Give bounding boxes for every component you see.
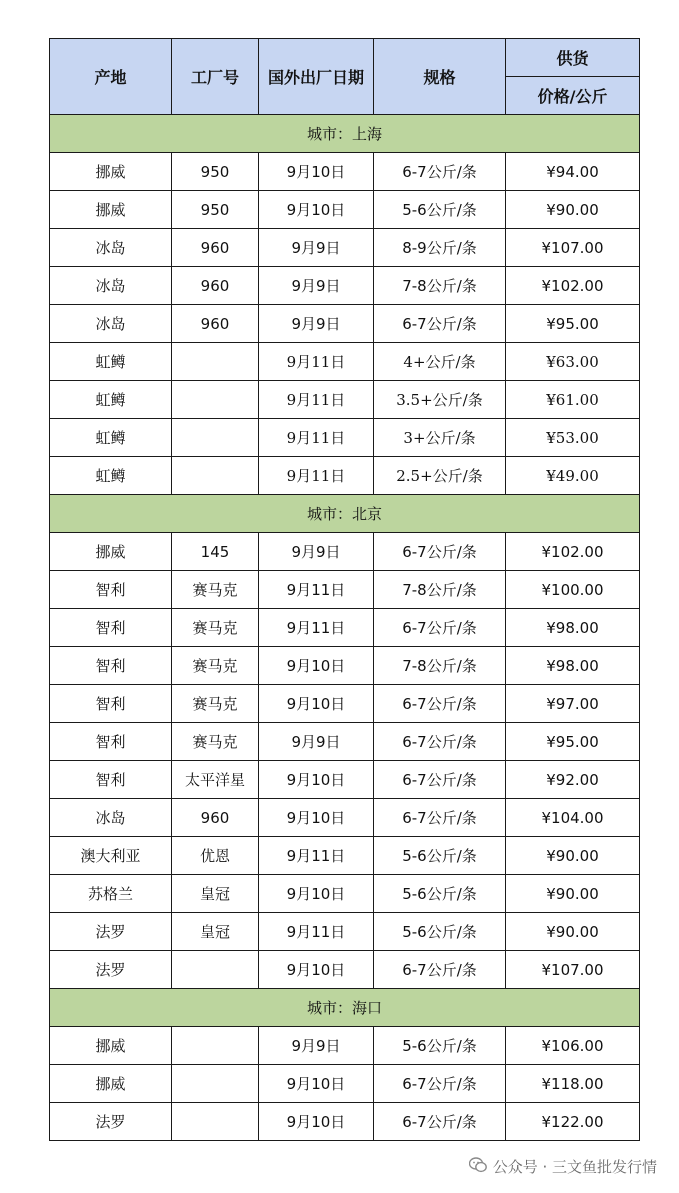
cell-date: 9月10日	[259, 951, 374, 989]
col-header-supply: 供货	[506, 39, 640, 77]
table-row	[50, 761, 640, 799]
cell-factory: 赛马克	[172, 609, 259, 647]
cell-origin: 挪威	[50, 533, 172, 571]
cell-date: 9月11日	[259, 457, 374, 495]
cell-spec: 2.5+公斤/条	[374, 457, 506, 495]
cell-origin: 智利	[50, 685, 172, 723]
section-title: 城市：上海	[50, 115, 640, 153]
cell-origin: 法罗	[50, 1103, 172, 1141]
cell-factory	[172, 419, 259, 457]
cell-spec: 6-7公斤/条	[374, 609, 506, 647]
cell-spec: 5-6公斤/条	[374, 191, 506, 229]
cell-origin: 智利	[50, 571, 172, 609]
cell-spec: 3+公斤/条	[374, 419, 506, 457]
cell-price: ¥63.00	[506, 343, 640, 381]
cell-date: 9月11日	[259, 571, 374, 609]
table-body	[50, 115, 640, 1141]
cell-factory: 太平洋星	[172, 761, 259, 799]
cell-origin: 智利	[50, 609, 172, 647]
cell-factory: 960	[172, 305, 259, 343]
cell-spec: 6-7公斤/条	[374, 799, 506, 837]
cell-factory	[172, 1065, 259, 1103]
cell-price: ¥100.00	[506, 571, 640, 609]
cell-origin: 冰岛	[50, 229, 172, 267]
watermark	[469, 1156, 657, 1177]
cell-date: 9月9日	[259, 723, 374, 761]
cell-price: ¥90.00	[506, 191, 640, 229]
col-header-factory: 工厂号	[172, 39, 259, 115]
cell-spec: 7-8公斤/条	[374, 647, 506, 685]
cell-price: ¥118.00	[506, 1065, 640, 1103]
cell-factory	[172, 343, 259, 381]
cell-factory: 960	[172, 267, 259, 305]
section-row	[50, 115, 640, 153]
cell-origin: 虹鳟	[50, 381, 172, 419]
cell-price: ¥106.00	[506, 1027, 640, 1065]
cell-spec: 6-7公斤/条	[374, 761, 506, 799]
cell-price: ¥49.00	[506, 457, 640, 495]
cell-price: ¥98.00	[506, 647, 640, 685]
cell-date: 9月11日	[259, 609, 374, 647]
table-row	[50, 951, 640, 989]
cell-date: 9月10日	[259, 875, 374, 913]
cell-date: 9月11日	[259, 419, 374, 457]
table-row	[50, 609, 640, 647]
cell-origin: 澳大利亚	[50, 837, 172, 875]
cell-spec: 6-7公斤/条	[374, 951, 506, 989]
cell-date: 9月9日	[259, 229, 374, 267]
wechat-icon	[469, 1157, 487, 1177]
watermark-text: 公众号 · 三文鱼批发行情	[492, 1158, 657, 1176]
cell-origin: 冰岛	[50, 267, 172, 305]
cell-price: ¥61.00	[506, 381, 640, 419]
table-row	[50, 1065, 640, 1103]
cell-origin: 虹鳟	[50, 343, 172, 381]
cell-origin: 法罗	[50, 913, 172, 951]
cell-price: ¥95.00	[506, 305, 640, 343]
section-row	[50, 989, 640, 1027]
cell-spec: 7-8公斤/条	[374, 267, 506, 305]
cell-factory: 赛马克	[172, 647, 259, 685]
cell-origin: 虹鳟	[50, 419, 172, 457]
cell-factory	[172, 1027, 259, 1065]
cell-price: ¥97.00	[506, 685, 640, 723]
table-row	[50, 723, 640, 761]
table-row	[50, 191, 640, 229]
table-row	[50, 343, 640, 381]
cell-origin: 虹鳟	[50, 457, 172, 495]
cell-factory: 赛马克	[172, 723, 259, 761]
table-row	[50, 571, 640, 609]
cell-origin: 挪威	[50, 153, 172, 191]
cell-date: 9月9日	[259, 305, 374, 343]
section-title: 城市：海口	[50, 989, 640, 1027]
cell-price: ¥107.00	[506, 229, 640, 267]
cell-spec: 6-7公斤/条	[374, 723, 506, 761]
cell-origin: 挪威	[50, 191, 172, 229]
cell-factory	[172, 457, 259, 495]
cell-factory: 皇冠	[172, 875, 259, 913]
cell-spec: 6-7公斤/条	[374, 685, 506, 723]
cell-price: ¥90.00	[506, 837, 640, 875]
price-table	[49, 38, 640, 1141]
table-row	[50, 799, 640, 837]
cell-spec: 5-6公斤/条	[374, 875, 506, 913]
cell-price: ¥90.00	[506, 913, 640, 951]
table-row	[50, 229, 640, 267]
cell-date: 9月10日	[259, 153, 374, 191]
table-row	[50, 305, 640, 343]
cell-spec: 6-7公斤/条	[374, 305, 506, 343]
cell-date: 9月9日	[259, 533, 374, 571]
cell-date: 9月10日	[259, 191, 374, 229]
col-header-date: 国外出厂日期	[259, 39, 374, 115]
cell-origin: 冰岛	[50, 799, 172, 837]
cell-spec: 6-7公斤/条	[374, 153, 506, 191]
cell-date: 9月11日	[259, 837, 374, 875]
table-row	[50, 913, 640, 951]
cell-origin: 挪威	[50, 1027, 172, 1065]
table-row	[50, 153, 640, 191]
cell-origin: 智利	[50, 761, 172, 799]
cell-date: 9月11日	[259, 343, 374, 381]
cell-factory: 960	[172, 799, 259, 837]
cell-price: ¥90.00	[506, 875, 640, 913]
table-row	[50, 419, 640, 457]
cell-price: ¥104.00	[506, 799, 640, 837]
cell-date: 9月9日	[259, 1027, 374, 1065]
cell-price: ¥94.00	[506, 153, 640, 191]
cell-spec: 7-8公斤/条	[374, 571, 506, 609]
cell-factory: 赛马克	[172, 571, 259, 609]
cell-spec: 6-7公斤/条	[374, 533, 506, 571]
cell-spec: 5-6公斤/条	[374, 1027, 506, 1065]
cell-origin: 法罗	[50, 951, 172, 989]
table-row	[50, 1027, 640, 1065]
table-row	[50, 685, 640, 723]
cell-price: ¥95.00	[506, 723, 640, 761]
cell-factory	[172, 381, 259, 419]
table-row	[50, 875, 640, 913]
cell-origin: 苏格兰	[50, 875, 172, 913]
cell-date: 9月10日	[259, 1065, 374, 1103]
cell-factory	[172, 1103, 259, 1141]
header-row	[50, 39, 640, 77]
cell-price: ¥92.00	[506, 761, 640, 799]
cell-spec: 6-7公斤/条	[374, 1103, 506, 1141]
cell-factory: 皇冠	[172, 913, 259, 951]
cell-factory: 960	[172, 229, 259, 267]
section-title: 城市：北京	[50, 495, 640, 533]
section-row	[50, 495, 640, 533]
cell-price: ¥107.00	[506, 951, 640, 989]
cell-price: ¥102.00	[506, 533, 640, 571]
table-row	[50, 837, 640, 875]
table-row	[50, 381, 640, 419]
cell-date: 9月9日	[259, 267, 374, 305]
table-row	[50, 457, 640, 495]
table-row	[50, 647, 640, 685]
col-header-spec: 规格	[374, 39, 506, 115]
cell-factory: 优恩	[172, 837, 259, 875]
cell-spec: 5-6公斤/条	[374, 837, 506, 875]
cell-spec: 8-9公斤/条	[374, 229, 506, 267]
cell-price: ¥53.00	[506, 419, 640, 457]
cell-date: 9月10日	[259, 647, 374, 685]
cell-price: ¥102.00	[506, 267, 640, 305]
cell-date: 9月10日	[259, 761, 374, 799]
cell-spec: 5-6公斤/条	[374, 913, 506, 951]
cell-factory: 145	[172, 533, 259, 571]
cell-factory	[172, 951, 259, 989]
cell-spec: 3.5+公斤/条	[374, 381, 506, 419]
cell-price: ¥122.00	[506, 1103, 640, 1141]
cell-date: 9月11日	[259, 913, 374, 951]
cell-factory: 950	[172, 191, 259, 229]
cell-spec: 6-7公斤/条	[374, 1065, 506, 1103]
cell-origin: 挪威	[50, 1065, 172, 1103]
cell-date: 9月10日	[259, 1103, 374, 1141]
cell-origin: 智利	[50, 647, 172, 685]
cell-factory: 赛马克	[172, 685, 259, 723]
table-row	[50, 267, 640, 305]
cell-date: 9月10日	[259, 685, 374, 723]
cell-price: ¥98.00	[506, 609, 640, 647]
cell-origin: 冰岛	[50, 305, 172, 343]
cell-origin: 智利	[50, 723, 172, 761]
table-row	[50, 533, 640, 571]
col-header-price: 价格/公斤	[506, 77, 640, 115]
cell-spec: 4+公斤/条	[374, 343, 506, 381]
cell-date: 9月11日	[259, 381, 374, 419]
cell-factory: 950	[172, 153, 259, 191]
cell-date: 9月10日	[259, 799, 374, 837]
table-row	[50, 1103, 640, 1141]
col-header-origin: 产地	[50, 39, 172, 115]
